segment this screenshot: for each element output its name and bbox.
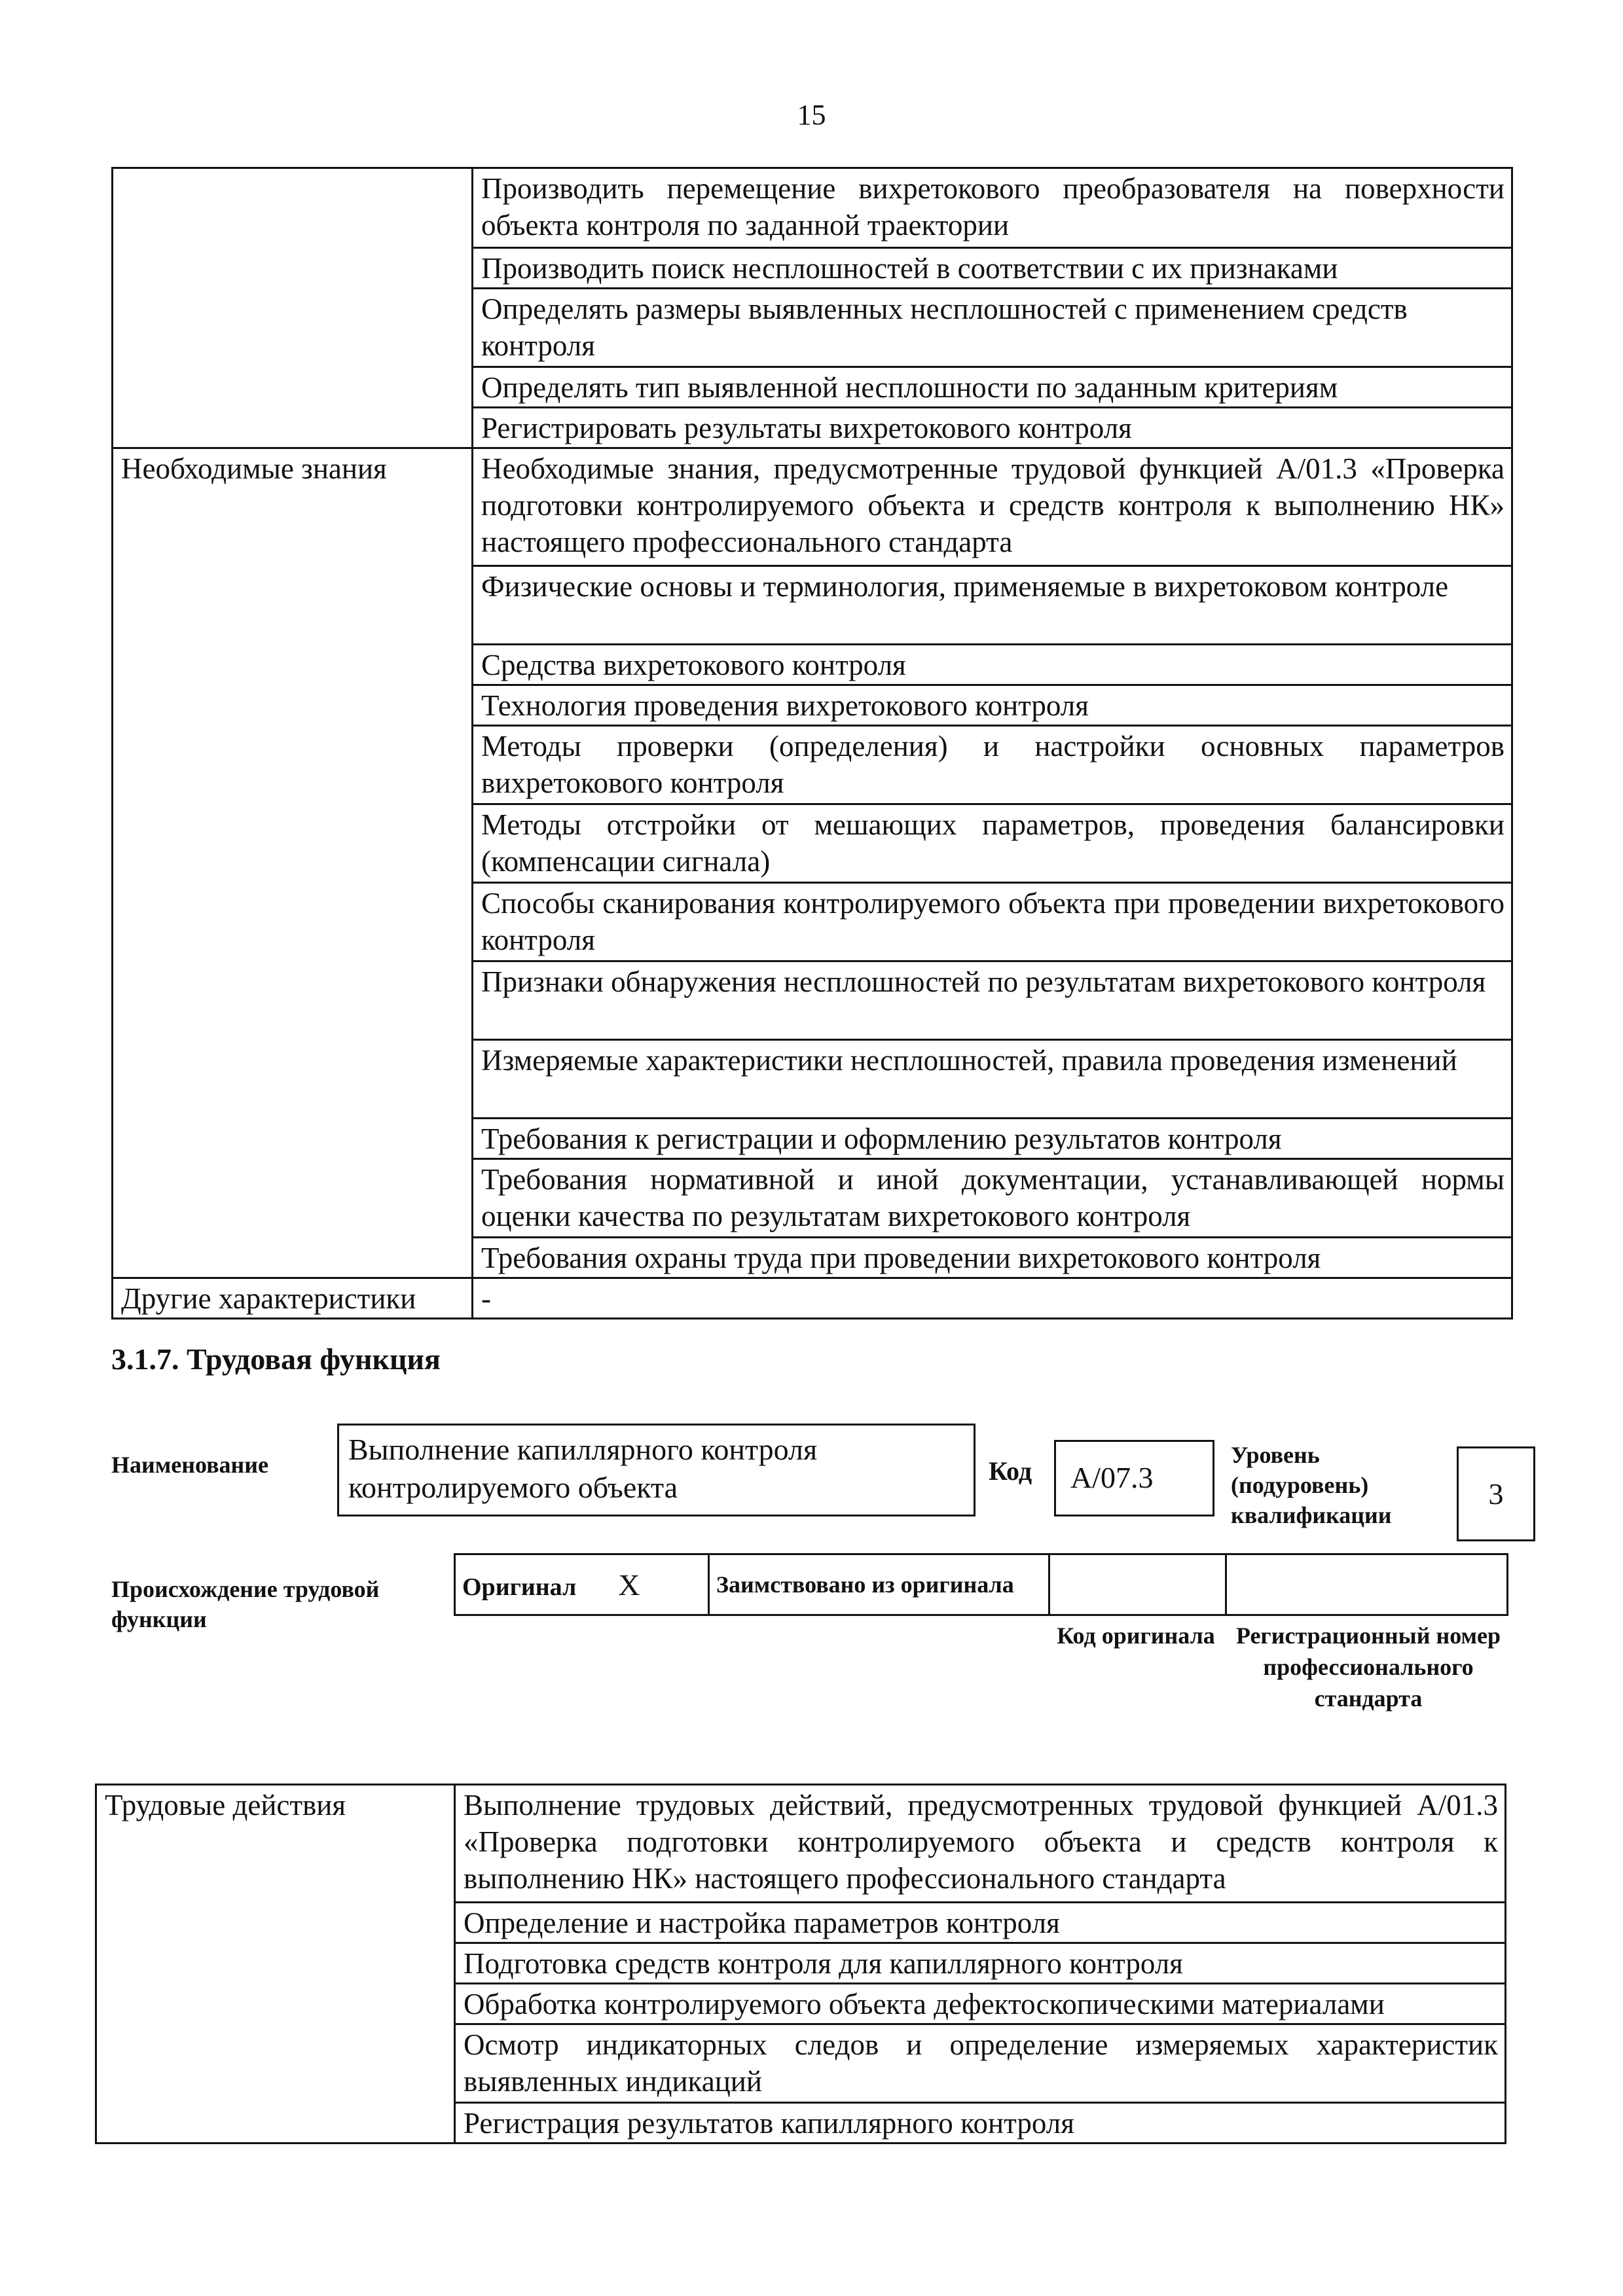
skills-knowledge-table	[111, 167, 1513, 1319]
knowledge-label: Необходимые знания	[113, 448, 473, 1278]
action-row: Регистрация результатов капиллярного контроля	[455, 2103, 1506, 2144]
other-characteristics-value: -	[473, 1278, 1512, 1319]
reg-number-caption: Регистрационный номер профессионального стандарта	[1235, 1623, 1501, 1712]
function-name-box: Выполнение капиллярного контроля контролируемого объекта	[337, 1424, 976, 1516]
origin-label: Происхождение трудовой функции	[111, 1576, 380, 1632]
action-row: Выполнение трудовых действий, предусмотренных трудовой функцией А/01.3 «Проверка подготовки контролируемого объекта и средств контроля к выполнению НК» настоящего профессионального стандарта	[455, 1785, 1506, 1903]
other-characteristics-label: Другие характеристики	[113, 1278, 473, 1319]
original-mark: X	[618, 1568, 640, 1602]
page-number: 15	[797, 99, 826, 131]
original-label: Оригинал	[462, 1573, 577, 1601]
section-heading: 3.1.7. Трудовая функция	[111, 1342, 441, 1376]
action-row: Обработка контролируемого объекта дефектоскопическими материалами	[455, 1984, 1506, 2024]
code-value-box: А/07.3	[1054, 1440, 1214, 1516]
action-row: Подготовка средств контроля для капиллярного контроля	[455, 1943, 1506, 1984]
skill-row: Производить поиск несплошностей в соответствии с их признаками	[473, 248, 1512, 289]
code-label: Код	[989, 1456, 1032, 1486]
borrowed-label: Заимствовано из оригинала	[709, 1554, 1049, 1615]
reg-number-cell	[1226, 1554, 1508, 1615]
knowledge-row: Методы отстройки от мешающих параметров, проведения балансировки (компенсации сигнала)	[473, 804, 1512, 883]
knowledge-row: Требования нормативной и иной документации, устанавливающей нормы оценки качества по результатам вихретокового контроля	[473, 1159, 1512, 1238]
code-original-caption: Код оригинала	[1057, 1623, 1215, 1649]
knowledge-row: Требования охраны труда при проведении вихретокового контроля	[473, 1238, 1512, 1278]
origin-table	[454, 1553, 1508, 1616]
knowledge-row: Требования к регистрации и оформлению результатов контроля	[473, 1119, 1512, 1159]
action-row: Осмотр индикаторных следов и определение измеряемых характеристик выявленных индикаций	[455, 2024, 1506, 2103]
code-original-cell	[1049, 1554, 1226, 1615]
skill-row: Регистрировать результаты вихретокового контроля	[473, 408, 1512, 448]
original-cell	[455, 1554, 709, 1615]
knowledge-row: Технология проведения вихретокового контроля	[473, 685, 1512, 726]
level-label: Уровень (подуровень) квалификации	[1231, 1442, 1392, 1528]
action-row: Определение и настройка параметров контроля	[455, 1903, 1506, 1943]
skill-row: Производить перемещение вихретокового преобразователя на поверхности объекта контроля по заданной траектории	[473, 168, 1512, 248]
knowledge-row: Физические основы и терминология, применяемые в вихретоковом контроле	[473, 566, 1512, 645]
skill-row: Определять тип выявленной несплошности по заданным критериям	[473, 367, 1512, 408]
knowledge-row: Методы проверки (определения) и настройки основных параметров вихретокового контроля	[473, 726, 1512, 804]
skill-row: Определять размеры выявленных несплошностей с применением средств контроля	[473, 289, 1512, 367]
knowledge-row: Способы сканирования контролируемого объекта при проведении вихретокового контроля	[473, 883, 1512, 961]
knowledge-row: Признаки обнаружения несплошностей по результатам вихретокового контроля	[473, 961, 1512, 1040]
labor-actions-label: Трудовые действия	[96, 1785, 455, 2144]
labor-actions-table	[95, 1784, 1506, 2144]
knowledge-row: Средства вихретокового контроля	[473, 645, 1512, 685]
knowledge-row: Необходимые знания, предусмотренные трудовой функцией А/01.3 «Проверка подготовки контролируемого объекта и средств контроля к выполнению НК» настоящего профессионального стандарта	[473, 448, 1512, 566]
name-label: Наименование	[111, 1452, 268, 1478]
knowledge-row: Измеряемые характеристики несплошностей, правила проведения изменений	[473, 1040, 1512, 1119]
skills-label-cell	[113, 168, 473, 448]
level-value-box: 3	[1457, 1446, 1535, 1541]
